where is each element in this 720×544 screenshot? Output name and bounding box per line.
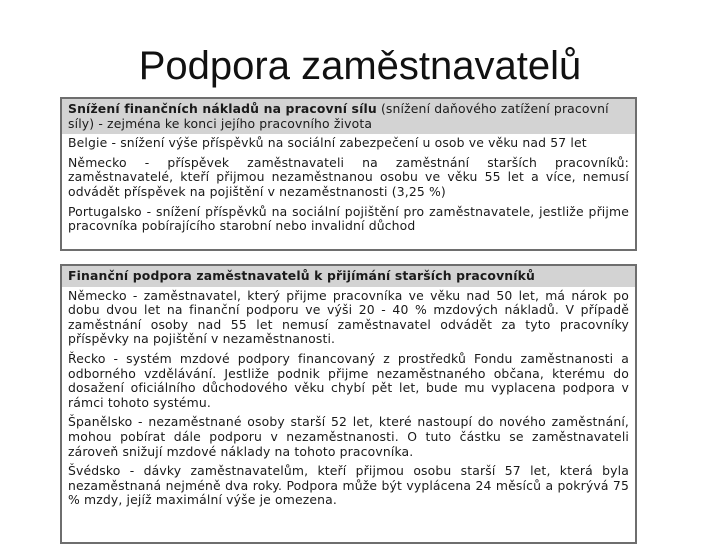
entry-greece: Řecko - systém mzdové podpory financovaný z prostředků Fondu zaměstnanosti a odborného vzdělávání. Jestliže podnik přijme nezaměstnaného občana, kterému do dosažení oficiálního důchodového věku chybí pět let, bude mu vyplacena podpora v rámci tohoto systému.: [68, 350, 629, 410]
entry-germany: Německo - zaměstnavatel, který přijme pracovníka ve věku nad 50 let, má nárok po dobu dvou let na finanční podporu ve výši 20 - 40 % mzdových nákladů. V případě zaměstnání osoby nad 55 let nemusí zaměstnavatel odvádět za tyto pracovníky příspěvky na pojištění v nezaměstnanosti.: [68, 287, 629, 347]
cost-reduction-subheading: (snížení daňového zatížení pracovní síly) - zejména ke konci jejího pracovního života: [68, 101, 609, 131]
hiring-support-panel: [60, 264, 637, 544]
cost-reduction-panel: [60, 97, 637, 251]
entry-sweden: Švédsko - dávky zaměstnavatelům, kteří přijmou osobu starší 57 let, která byla nezaměstnaná nejméně dva roky. Podpora může být vyplácena 24 měsíců a pokrývá 75 % mzdy, jejíž maximální výše je omezena.: [68, 463, 629, 508]
entry-belgium: Belgie - snížení výše příspěvků na sociální zabezpečení u osob ve věku nad 57 let: [68, 135, 587, 151]
entry-portugal: Portugalsko - snížení příspěvků na sociální pojištění pro zaměstnavatele, jestliže přijme pracovníka pobírajícího starobní nebo invalidní důchod: [68, 203, 629, 234]
cost-reduction-panel-header: [62, 99, 635, 134]
hiring-support-heading: Finanční podpora zaměstnavatelů k přijímání starších pracovníků: [68, 268, 536, 283]
hiring-support-panel-body: [62, 287, 635, 508]
hiring-support-panel-header: [62, 266, 635, 287]
slide-title: Podpora zaměstnavatelů: [138, 44, 582, 88]
cost-reduction-panel-body: [62, 134, 635, 234]
entry-germany: Německo - příspěvek zaměstnavateli na zaměstnání starších pracovníků: zaměstnavatelé, kteří přijmou nezaměstnanou osobu ve věku 55 let a více, nemusí odvádět příspěvek na pojištění v nezaměstnanosti (3,25 %): [68, 154, 629, 199]
cost-reduction-heading: Snížení finančních nákladů na pracovní sílu: [68, 101, 377, 116]
entry-spain: Španělsko - nezaměstnané osoby starší 52 let, které nastoupí do nového zaměstnání, mohou pobírat dále podporu v nezaměstnanosti. O tuto částku se zaměstnavateli zároveň snižují mzdové náklady na tohoto pracovníka.: [68, 414, 629, 459]
